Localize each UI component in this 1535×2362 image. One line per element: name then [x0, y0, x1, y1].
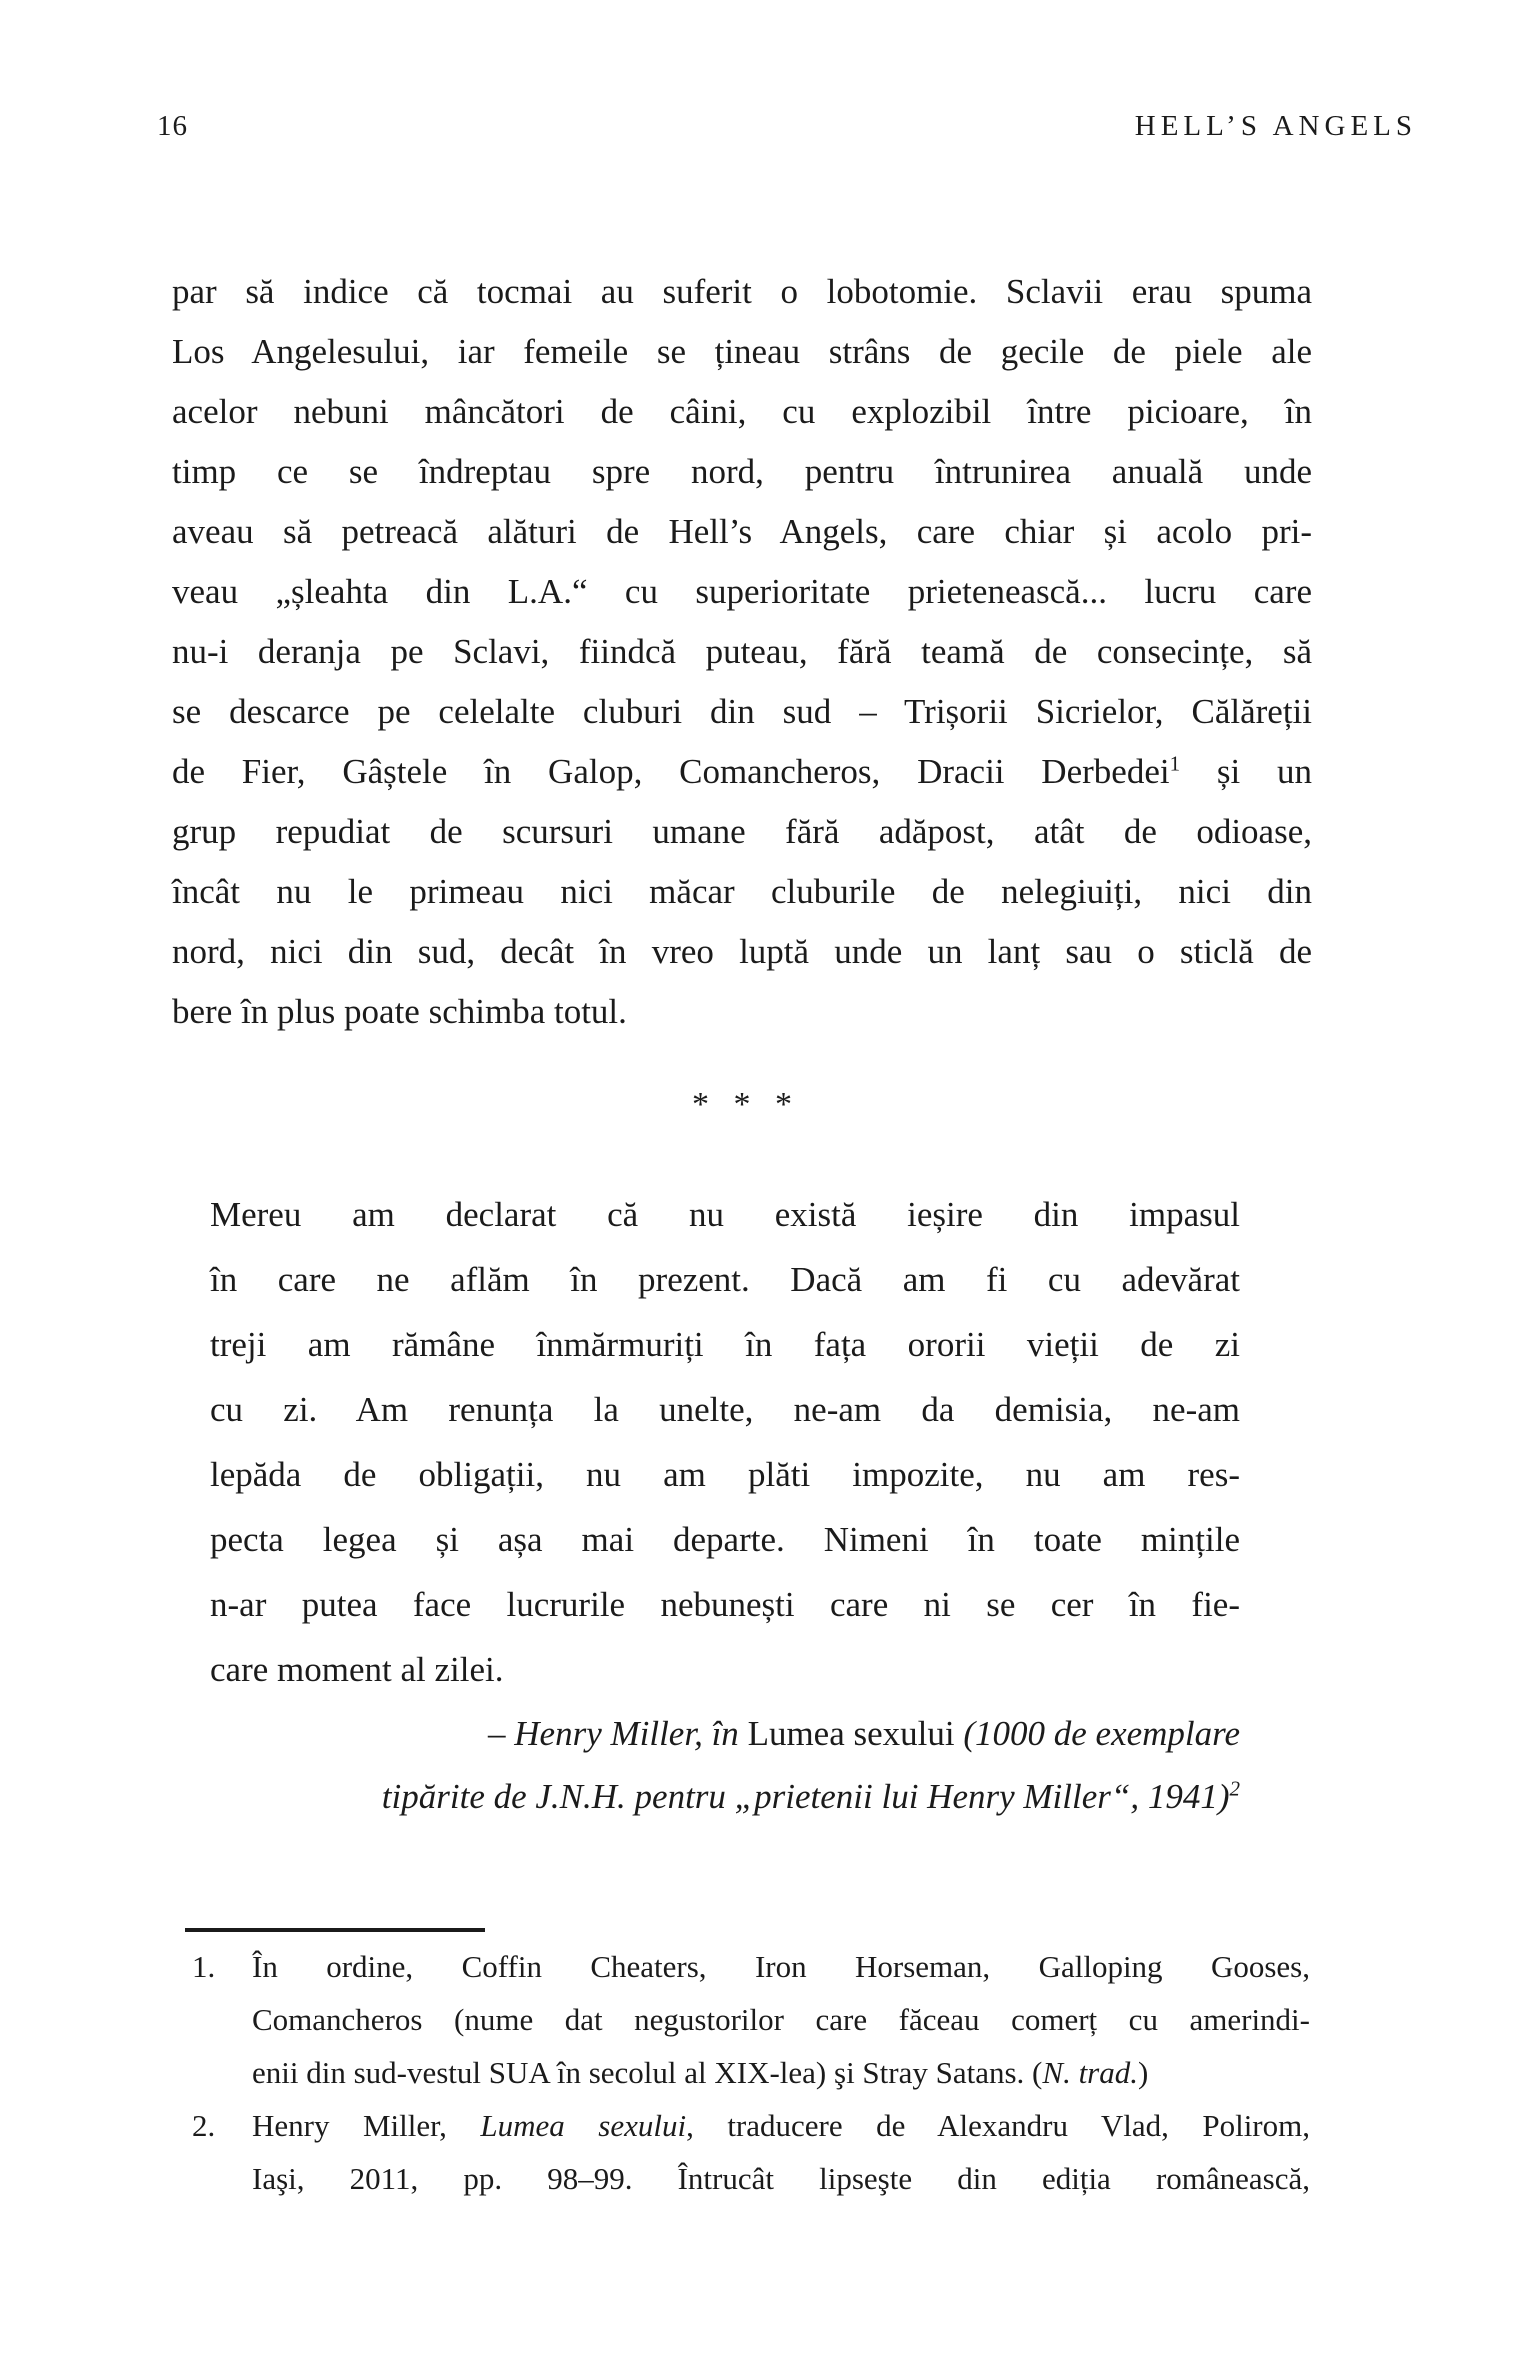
footnote-number: 1.: [192, 1949, 216, 1984]
quote-attribution: – Henry Miller, în Lumea sexului (1000 de exemplare: [488, 1714, 1240, 1753]
body-paragraph: [172, 262, 1312, 1042]
quote-line: Mereu am declarat că nu există ieșire din impasul: [210, 1195, 1240, 1234]
section-separator: * * *: [692, 1086, 792, 1123]
footnote-line: În ordine, Coffin Cheaters, Iron Horseman, Galloping Gooses,: [252, 1949, 1310, 1984]
body-line: veau „șleahta din L.A.“ cu superioritate prietenească... lucru care: [172, 572, 1312, 611]
body-line: Los Angelesului, iar femeile se țineau strâns de gecile de piele ale: [172, 332, 1312, 371]
block-quote: [210, 1182, 1240, 1828]
footnote-line: Comancheros (nume dat negustorilor care făceau comerț cu amerindi-: [252, 2002, 1310, 2037]
body-line: aveau să petreacă alături de Hell’s Angels, care chiar și acolo pri-: [172, 512, 1312, 551]
footnote-1: [192, 1940, 1310, 2099]
quote-line: n-ar putea face lucrurile nebunești care ni se cer în fie-: [210, 1585, 1240, 1624]
quote-line: în care ne aflăm în prezent. Dacă am fi cu adevărat: [210, 1260, 1240, 1299]
body-line: grup repudiat de scursuri umane fără adăpost, atât de odioase,: [172, 812, 1312, 851]
quote-line: pecta legea și așa mai departe. Nimeni în toate mințile: [210, 1520, 1240, 1559]
body-line: se descarce pe celelalte cluburi din sud – Trișorii Sicrielor, Călăreții: [172, 692, 1312, 731]
body-line: de Fier, Gâștele în Galop, Comancheros, Dracii Derbedei$^1$ și un: [172, 751, 1312, 791]
body-line: acelor nebuni mâncători de câini, cu explozibil între picioare, în: [172, 392, 1312, 431]
footnotes-section: [192, 1940, 1310, 2205]
body-line: bere în plus poate schimba totul.: [172, 992, 627, 1031]
quote-line: cu zi. Am renunța la unelte, ne-am da demisia, ne-am: [210, 1390, 1240, 1429]
body-line: încât nu le primeau nici măcar cluburile de nelegiuiți, nici din: [172, 872, 1312, 911]
body-line: nu-i deranja pe Sclavi, fiindcă puteau, fără teamă de consecințe, să: [172, 632, 1312, 671]
quote-attribution: tipărite de J.N.H. pentru „prietenii lui Henry Miller“, 1941)$^2$: [381, 1776, 1240, 1816]
footnote-line: Henry Miller, Lumea sexului, traducere de Alexandru Vlad, Polirom,: [252, 2108, 1310, 2143]
quote-line: care moment al zilei.: [210, 1650, 504, 1689]
quote-line: lepăda de obligații, nu am plăti impozite, nu am res-: [210, 1455, 1240, 1494]
footnote-2: [192, 2099, 1310, 2205]
body-line: par să indice că tocmai au suferit o lobotomie. Sclavii erau spuma: [172, 272, 1312, 311]
body-line: nord, nici din sud, decât în vreo luptă unde un lanț sau o sticlă de: [172, 932, 1312, 971]
footnote-line: enii din sud-vestul SUA în secolul al XIX-lea) şi Stray Satans. (N. trad.): [252, 2055, 1149, 2090]
footnote-separator-rule: [185, 1928, 485, 1932]
footnote-number: 2.: [192, 2108, 216, 2143]
page-number: 16: [157, 110, 188, 142]
footnote-text: [252, 2099, 1310, 2205]
footnote-line: Iaşi, 2011, pp. 98–99. Întrucât lipseşte din ediția românească,: [252, 2161, 1310, 2196]
body-line: timp ce se îndreptau spre nord, pentru întrunirea anuală unde: [172, 452, 1312, 491]
footnote-text: [252, 1940, 1310, 2099]
running-title: HELL’S ANGELS: [1134, 110, 1417, 142]
quote-line: treji am rămâne înmărmuriți în fața ororii vieții de zi: [210, 1325, 1240, 1364]
